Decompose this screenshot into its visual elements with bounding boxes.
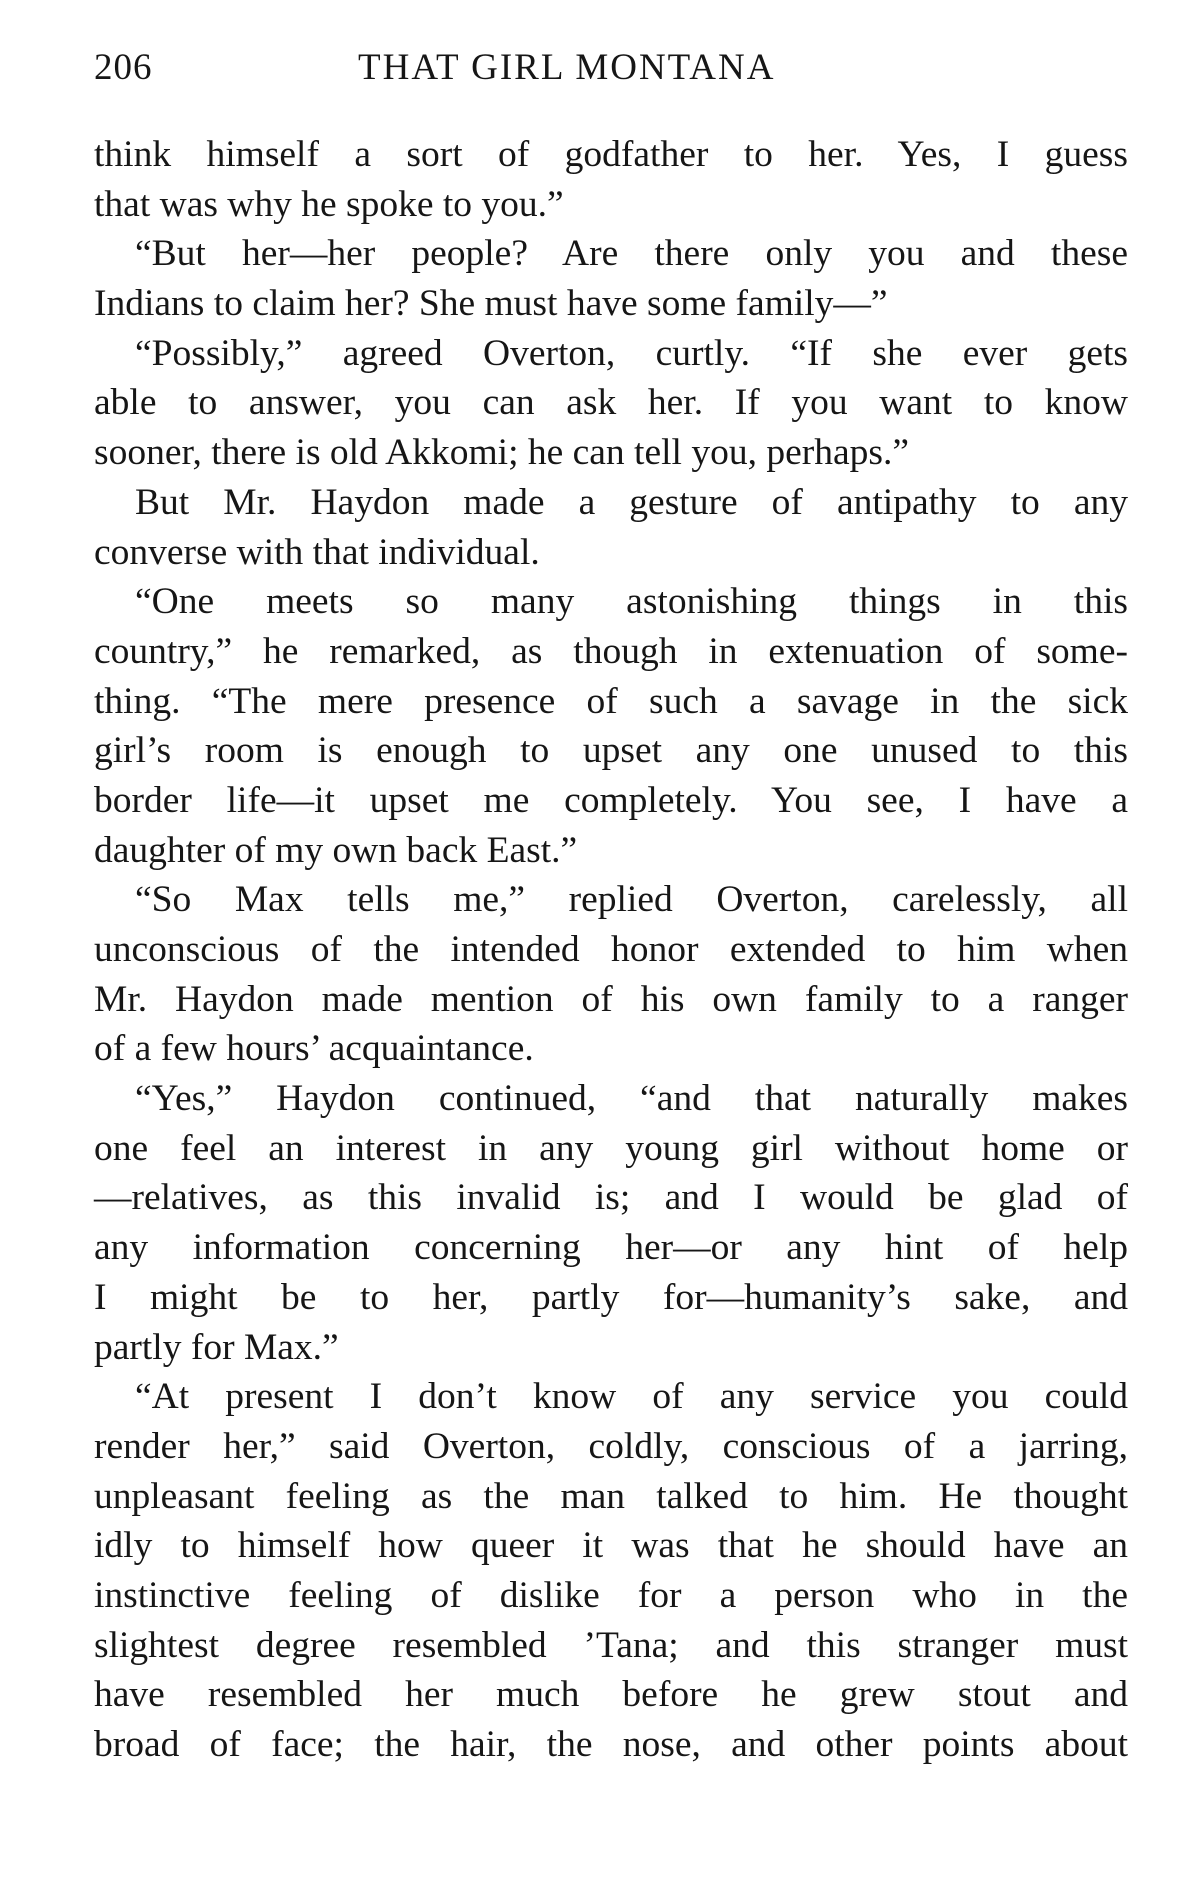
text-line: unconscious of the intended honor extended to him when xyxy=(94,929,1128,970)
text-line: slightest degree resembled ’Tana; and this stranger must xyxy=(94,1624,1128,1666)
page-number: 206 xyxy=(94,47,153,88)
text-line: broad of face; the hair, the nose, and other points about xyxy=(94,1724,1128,1765)
text-line: able to answer, you can ask her. If you want to know xyxy=(94,382,1128,424)
text-line: country,” he remarked, as though in extenuation of some- xyxy=(94,630,1128,672)
text-line: sooner, there is old Akkomi; he can tell you, perhaps.” xyxy=(94,432,909,474)
text-line: render her,” said Overton, coldly, conscious of a jarring, xyxy=(94,1425,1128,1467)
text-line: idly to himself how queer it was that he should have an xyxy=(94,1525,1128,1567)
text-line: “One meets so many astonishing things in this xyxy=(135,581,1128,623)
text-line: “So Max tells me,” replied Overton, carelessly, all xyxy=(135,879,1128,921)
text-line: that was why he spoke to you.” xyxy=(94,183,564,225)
running-head xyxy=(94,38,1134,98)
text-line: “But her—her people? Are there only you and these xyxy=(135,233,1128,275)
text-line: —relatives, as this invalid is; and I would be glad of xyxy=(94,1177,1128,1219)
text-line: daughter of my own back East.” xyxy=(94,829,578,871)
text-line: Indians to claim her? She must have some family—” xyxy=(94,283,888,325)
text-line: “Possibly,” agreed Overton, curtly. “If she ever gets xyxy=(135,332,1128,374)
text-line: I might be to her, partly for—humanity’s sake, and xyxy=(94,1276,1128,1318)
text-line: partly for Max.” xyxy=(94,1326,339,1368)
text-line: unpleasant feeling as the man talked to him. He thought xyxy=(94,1475,1128,1517)
text-line: of a few hours’ acquaintance. xyxy=(94,1028,534,1070)
text-line: But Mr. Haydon made a gesture of antipathy to any xyxy=(135,481,1128,523)
text-line: girl’s room is enough to upset any one unused to this xyxy=(94,730,1128,772)
text-line: converse with that individual. xyxy=(94,531,540,573)
text-line: any information concerning her—or any hint of help xyxy=(94,1227,1128,1269)
text-line: “At present I don’t know of any service you could xyxy=(135,1376,1128,1418)
text-line: thing. “The mere presence of such a savage in the sick xyxy=(94,680,1128,722)
text-line: “Yes,” Haydon continued, “and that naturally makes xyxy=(135,1078,1128,1120)
text-line: Mr. Haydon made mention of his own family to a ranger xyxy=(94,978,1128,1020)
text-line: border life—it upset me completely. You see, I have a xyxy=(94,779,1128,821)
book-title: THAT GIRL MONTANA xyxy=(358,47,776,88)
text-line: instinctive feeling of dislike for a person who in the xyxy=(94,1574,1128,1616)
text-line: have resembled her much before he grew stout and xyxy=(94,1674,1128,1716)
text-line: one feel an interest in any young girl without home or xyxy=(94,1127,1128,1169)
text-line: think himself a sort of godfather to her. Yes, I guess xyxy=(94,134,1128,175)
body-text xyxy=(94,130,1128,1770)
